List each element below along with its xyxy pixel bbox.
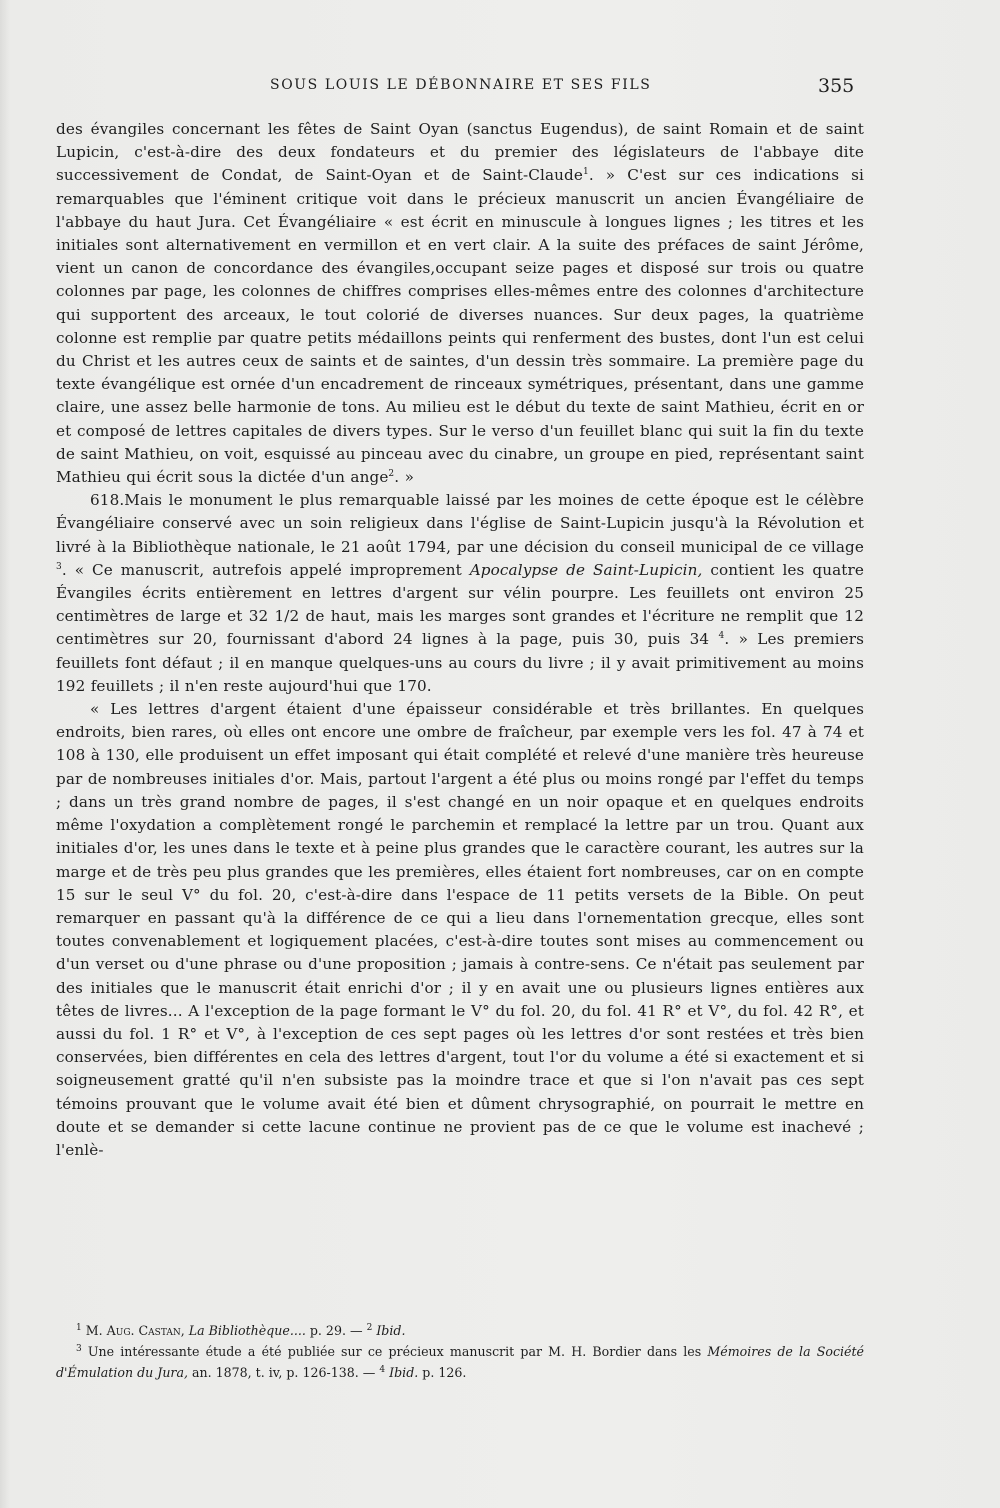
text-run: . »: [394, 468, 414, 487]
footnote-ref-1: 1: [583, 167, 589, 178]
footnote-line-1: [56, 1320, 864, 1341]
footnote-title: La Bibliothèque....: [188, 1323, 306, 1338]
footnote-ref-4: 4: [718, 631, 725, 642]
paragraph-618: [56, 489, 864, 698]
footnote-ref-2: 2: [388, 468, 395, 479]
footnote-line-3: [56, 1341, 864, 1383]
footnote-text: an. 1878, t. iv, p. 126-138. —: [187, 1365, 380, 1380]
footnote-text: Une intéressante étude a été publiée sur ce précieux manuscrit par M. H. Bordier dans les: [87, 1344, 708, 1359]
text-run: contient les quatre Évangiles écrits entièrement en lettres d'argent sur vélin pourpre. Les feuillets ont environ 25 centimètres de large et 32 1/2 de haut, mais les marges sont grandes et l'écriture ne remplit que 12 centimètres sur 20, fournissant d'abord 24 lignes à la page, puis 30, puis 34: [56, 560, 864, 649]
page-number: 355: [818, 75, 855, 97]
text-run: 618.Mais le monument le plus remarquable laissé par les moines de cette époque est le célèbre Évangéliaire conservé avec un soin religieux dans l'église de Saint-Lupicin jusqu'à la Révolution et livré à la Bibliothèque nationale, le 21 août 1794, par une décision du conseil municipal de ce village: [56, 491, 864, 556]
footnote-ref-3: 3: [56, 561, 62, 572]
footnote-number: 3: [76, 1343, 82, 1354]
text-run: . » Les premiers feuillets font défaut ; il en manque quelques-uns au cours du livre ; il y avait primitivement au moins 192 feuillets ; il n'en reste aujourd'hui que 170.: [56, 630, 864, 695]
paragraph-continuation: [56, 118, 864, 489]
footnote-journal: Mémoires de la Société d'Émulation du Jura,: [56, 1344, 864, 1380]
footnote-number: 1: [76, 1322, 82, 1333]
footnotes: [56, 1320, 864, 1383]
footnote-ibid: Ibid.: [376, 1323, 406, 1338]
text-run: . » C'est sur ces indications si remarquables que l'éminent critique voit dans le précieux manuscrit un ancien Évangéliaire de l'abbaye du haut Jura. Cet Évangéliaire « est écrit en minuscule à longues lignes ; les titres et les initiales sont alternativement en vermillon et en vert clair. A la suite des préfaces de saint Jérôme, vient un canon de concordance des évangiles,occupant seize pages et disposé sur trois ou quatre colonnes par page, les colonnes de chiffres comprises elles-mêmes entre des colonnes d'architecture qui supportent des arceaux, le tout colorié de diverses nuances. Sur deux pages, la quatrième colonne est remplie par quatre petits médaillons peints qui renferment des bustes, dont l'un est celui du Christ et les autres ceux de saints et de saintes, d'un dessin très sommaire. La première page du texte évangélique est ornée d'un encadrement de rinceaux symétriques, présentant, dans une gamme claire, une assez belle harmonie de tons. Au milieu est le début du texte de saint Mathieu, écrit en or et composé de lettres capitales de divers types. Sur le verso d'un feuillet blanc qui suit la fin du texte de saint Mathieu, on voit, esquissé au pinceau avec du cinabre, un groupe en pied, représentant saint Mathieu qui écrit sous la dictée d'un ange: [56, 166, 864, 487]
running-title: SOUS LOUIS LE DÉBONNAIRE ET SES FILS: [270, 77, 652, 93]
running-head: [0, 75, 1000, 99]
footnote-text: p. 126.: [418, 1365, 467, 1380]
footnote-number: 4: [379, 1364, 386, 1375]
footnote-number: 2: [366, 1322, 373, 1333]
footnote-text: p. 29. —: [305, 1323, 367, 1338]
text-run: des évangiles concernant les fêtes de Saint Oyan (sanctus Eugendus), de saint Romain et de saint Lupicin, c'est-à-dire des deux fondateurs et du premier des législateurs de l'abbaye dite successivement de Condat, de Saint-Oyan et de Saint-Claude: [56, 120, 864, 185]
footnote-author: M. Aug. Castan,: [85, 1323, 185, 1338]
italic-title: Apocalypse de Saint-Lupicin,: [469, 560, 703, 579]
body-text: [56, 118, 864, 1162]
text-run: . « Ce manuscrit, autrefois appelé improprement: [61, 560, 470, 579]
footnote-ibid: Ibid.: [389, 1365, 419, 1380]
paragraph-quote: « Les lettres d'argent étaient d'une épaisseur considérable et très brillantes. En quelques endroits, bien rares, où elles ont encore une ombre de fraîcheur, par exemple vers les fol. 47 à 74 et 108 à 130, elle produisent un effet imposant qui était complété et relevé d'une manière très heureuse par de nombreuses initiales d'or. Mais, partout l'argent a été plus ou moins rongé par l'effet du temps ; dans un très grand nombre de pages, il s'est changé en un noir opaque et en quelques endroits même l'oxydation a complètement rongé le parchemin et remplacé la lettre par un trou. Quant aux initiales d'or, les unes dans le texte et à peine plus grandes que le caractère courant, les autres sur la marge et de très peu plus grandes que les premières, elles étaient fort nombreuses, car on en compte 15 sur le seul V° du fol. 20, c'est-à-dire dans l'espace de 11 petits versets de la Bible. On peut remarquer en passant qu'à la différence de ce qui a lieu dans l'ornementation grecque, elles sont toutes convenablement et logiquement placées, c'est-à-dire toutes sont mises au commencement ou d'un verset ou d'une phrase ou d'une proposition ; jamais à contre-sens. Ce n'était pas seulement par des initiales que le manuscrit était enrichi d'or ; il y en avait une ou plusieurs lignes entières aux têtes de livres... A l'exception de la page formant le V° du fol. 20, du fol. 41 R° et V°, du fol. 42 R°, et aussi du fol. 1 R° et V°, à l'exception de ces sept pages où les lettres d'or sont restées et très bien conservées, bien différentes en cela des lettres d'argent, tout l'or du volume a été si exactement et si soigneusement gratté qu'il n'en subsiste pas la moindre trace et que si l'on n'avait pas ces sept témoins prouvant que le volume avait été bien et dûment chrysographié, on pourrait le mettre en doute et se demander si cette lacune continue ne provient pas de ce que le volume est inachevé ; l'enlè-: [56, 700, 864, 1159]
